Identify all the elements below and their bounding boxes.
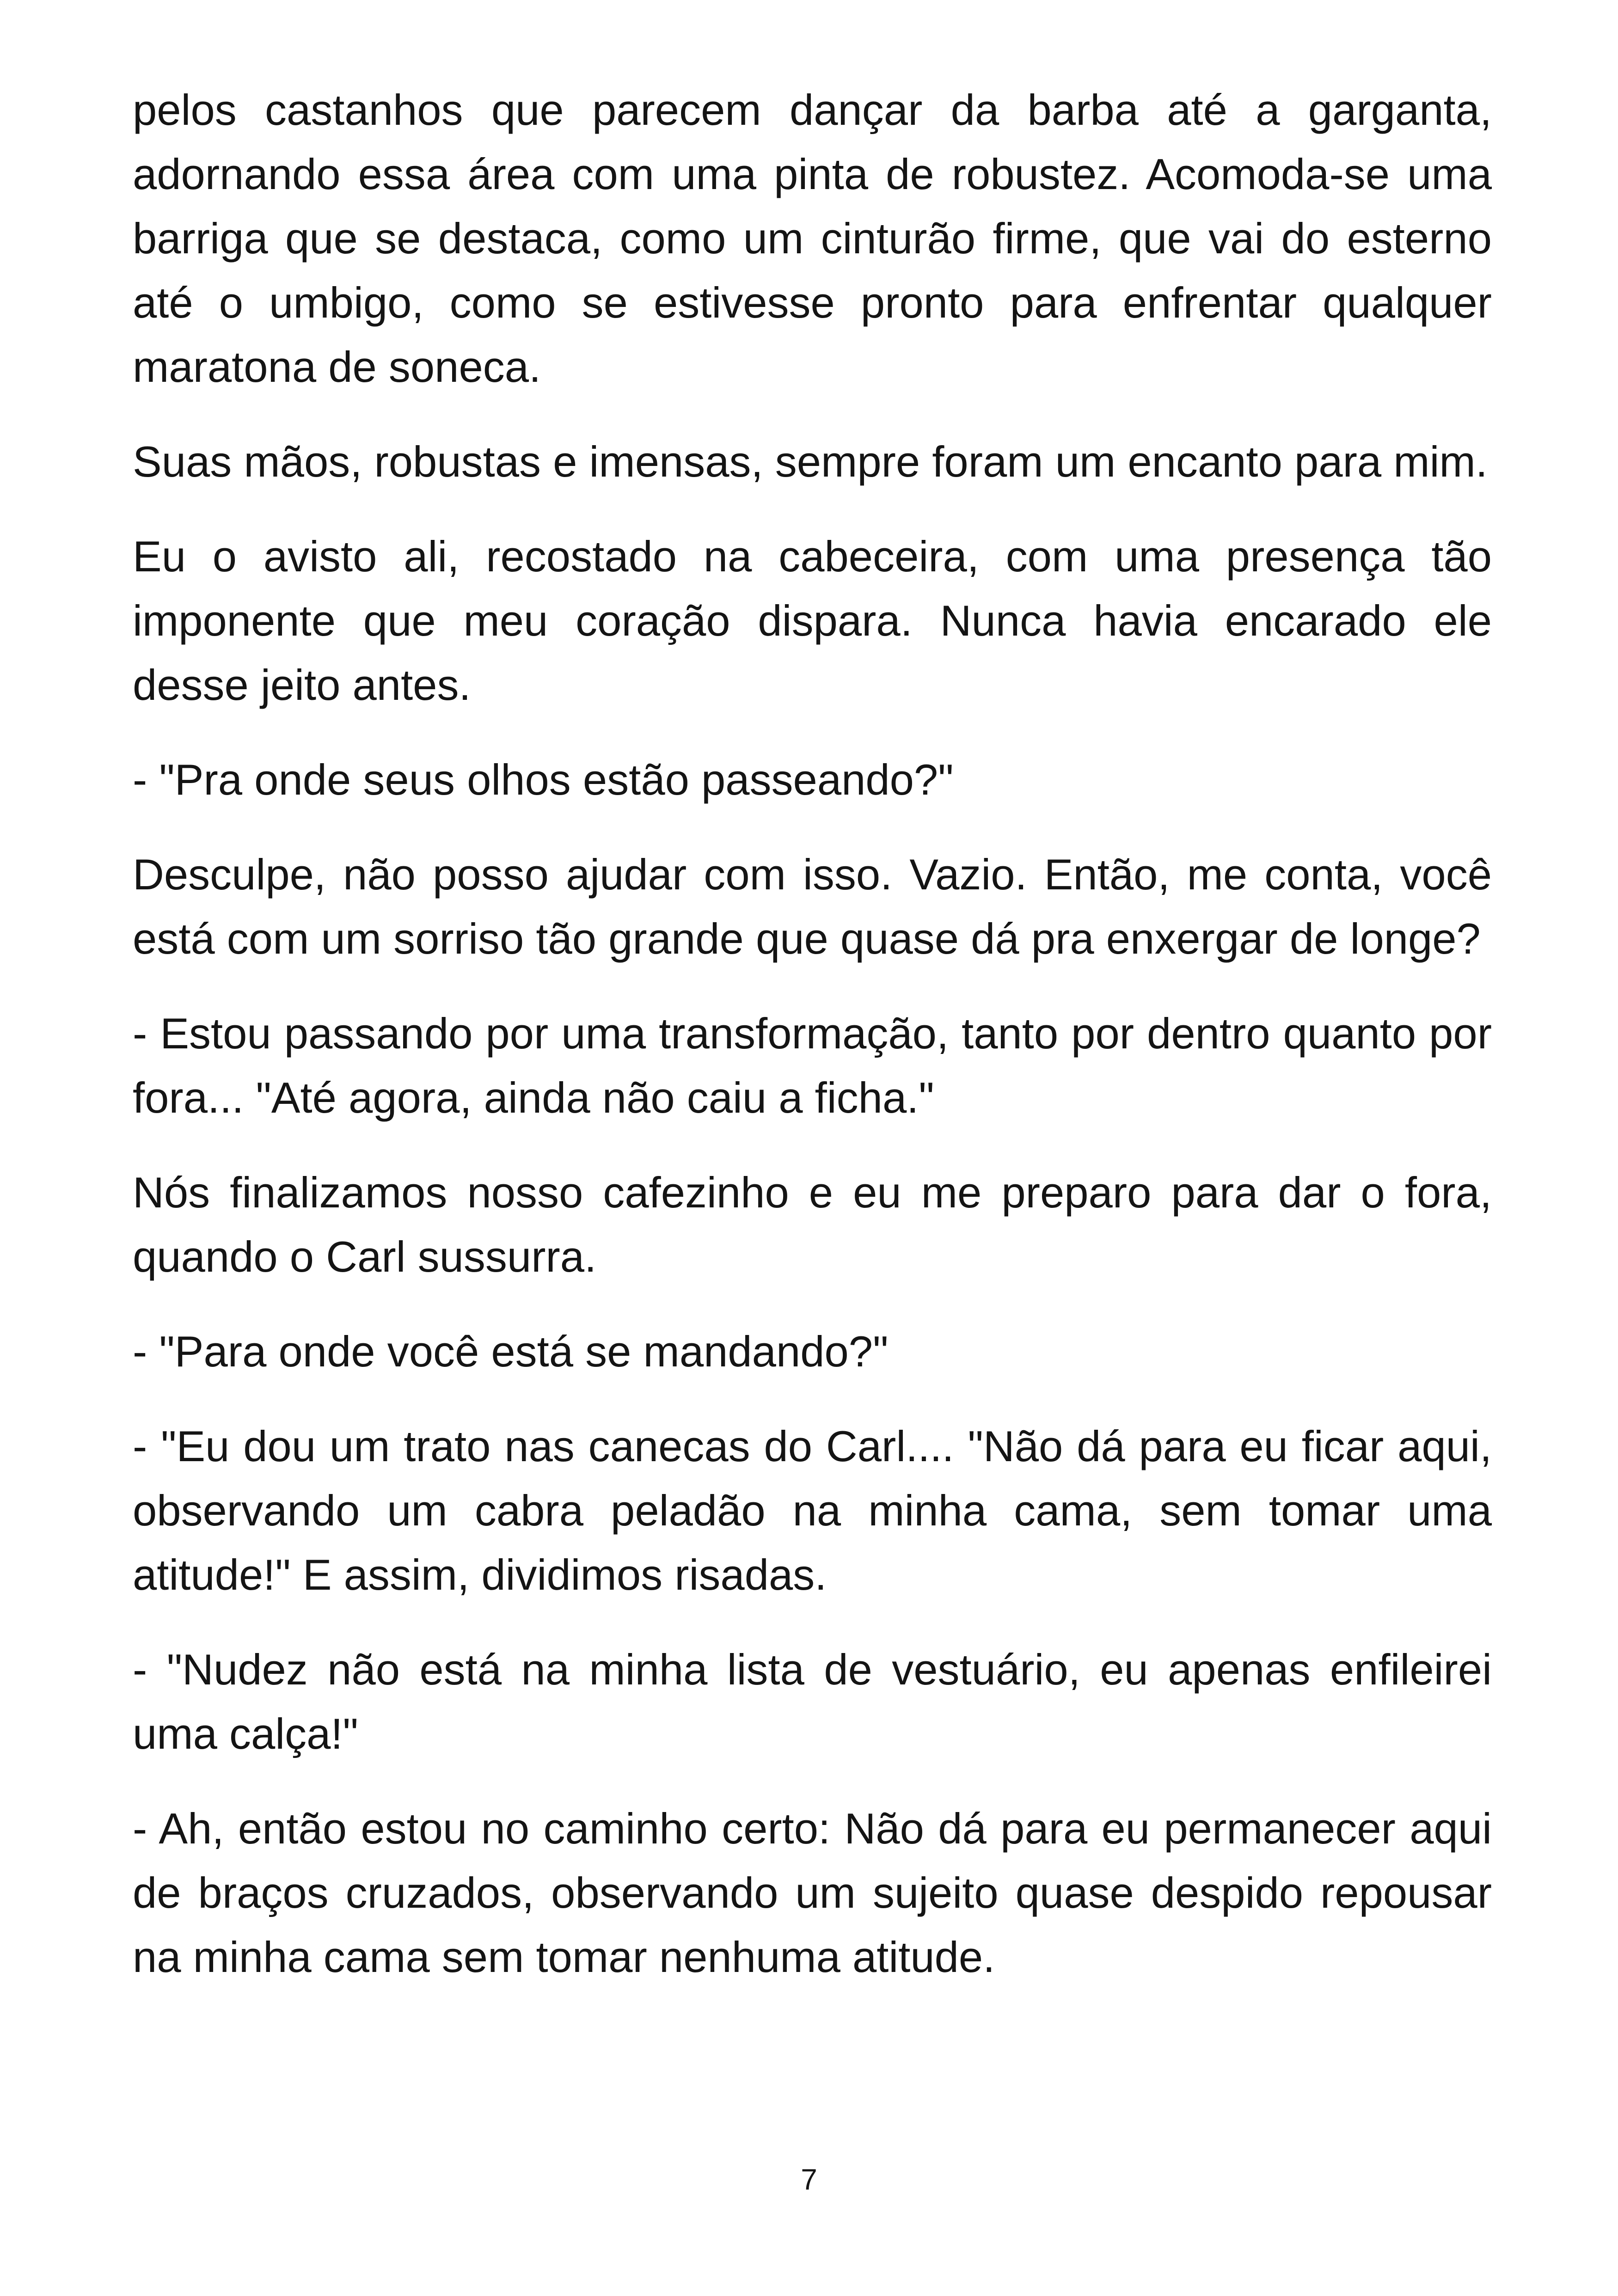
dialogue-line: - "Para onde você está se mandando?"	[133, 1327, 889, 1376]
body-text	[133, 78, 1492, 2020]
paragraph: Suas mãos, robustas e imensas, sempre foram um encanto para mim.	[133, 437, 1488, 486]
paragraph: Nós finalizamos nosso cafezinho e eu me preparo para dar o fora, quando o Carl sussurra.	[133, 1168, 1492, 1281]
dialogue-line: - "Eu dou um trato nas canecas do Carl.... "Não dá para eu ficar aqui, observando um cabra peladão na minha cama, sem tomar uma atitude!" E assim, dividimos risadas.	[133, 1422, 1492, 1599]
paragraph: Desculpe, não posso ajudar com isso. Vazio. Então, me conta, você está com um sorriso tão grande que quase dá pra enxergar de longe?	[133, 850, 1492, 963]
page-number: 7	[801, 2163, 817, 2196]
dialogue-line: - "Pra onde seus olhos estão passeando?"	[133, 755, 954, 804]
paragraph: Eu o avisto ali, recostado na cabeceira, com uma presença tão imponente que meu coração dispara. Nunca havia encarado ele desse jeito antes.	[133, 532, 1492, 709]
dialogue-line: - "Nudez não está na minha lista de vestuário, eu apenas enfileirei uma calça!"	[133, 1645, 1492, 1758]
paragraph: pelos castanhos que parecem dançar da barba até a garganta, adornando essa área com uma pinta de robustez. Acomoda-se uma barriga que se destaca, como um cinturão firme, que vai do esterno até o umbigo, como se estivesse pronto para enfrentar qualquer maratona de soneca.	[133, 86, 1492, 391]
dialogue-line: - Estou passando por uma transformação, tanto por dentro quanto por fora... "Até agora, ainda não caiu a ficha."	[133, 1009, 1492, 1122]
dialogue-line: - Ah, então estou no caminho certo: Não dá para eu permanecer aqui de braços cruzados, observando um sujeito quase despido repousar na minha cama sem tomar nenhuma atitude.	[133, 1804, 1492, 1981]
